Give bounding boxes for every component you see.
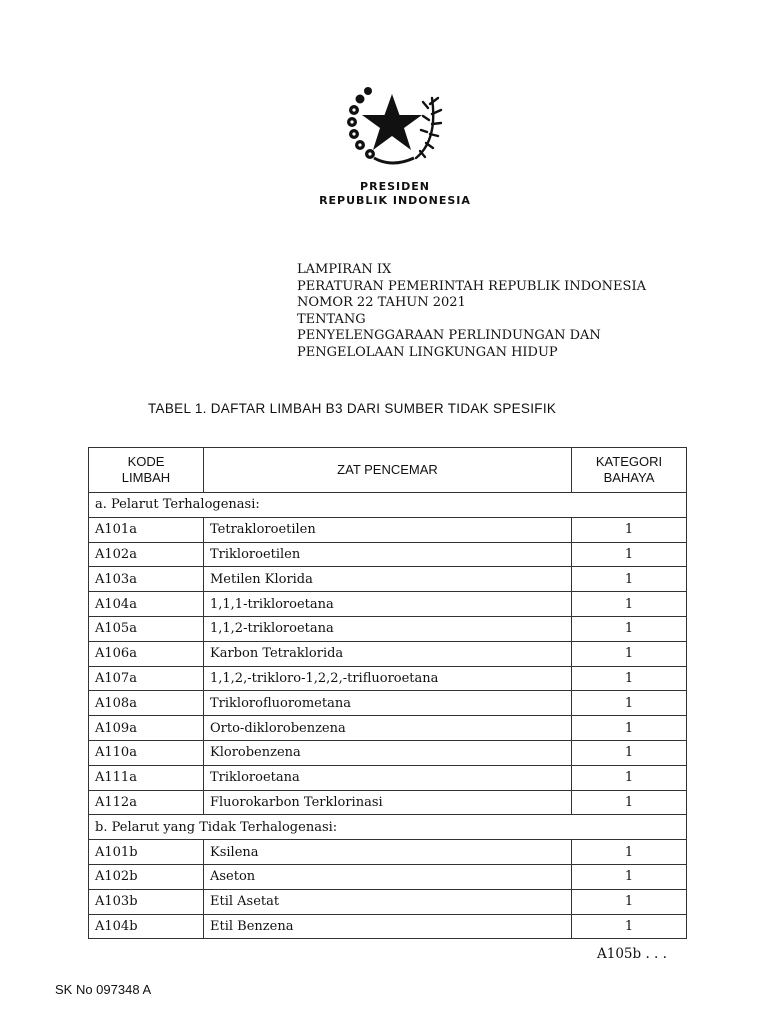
kode-cell: A111a xyxy=(89,765,204,790)
kode-cell: A102b xyxy=(89,864,204,889)
kategori-cell: 1 xyxy=(572,864,687,889)
kode-cell: A106a xyxy=(89,641,204,666)
lampiran-line: PENGELOLAAN LINGKUNGAN HIDUP xyxy=(297,344,558,360)
zat-cell: Orto-diklorobenzena xyxy=(204,716,572,741)
table-row xyxy=(89,691,687,716)
table-row xyxy=(89,567,687,592)
kategori-cell: 1 xyxy=(572,542,687,567)
table-row xyxy=(89,740,687,765)
kode-cell: A102a xyxy=(89,542,204,567)
kode-cell: A104b xyxy=(89,914,204,939)
table-group-row xyxy=(89,815,687,840)
table-row xyxy=(89,889,687,914)
kategori-cell: 1 xyxy=(572,740,687,765)
kategori-cell: 1 xyxy=(572,716,687,741)
kategori-cell: 1 xyxy=(572,914,687,939)
kode-cell: A105a xyxy=(89,616,204,641)
zat-cell: Ksilena xyxy=(204,840,572,865)
lampiran-block xyxy=(297,262,646,361)
table-group-row xyxy=(89,493,687,518)
table-row xyxy=(89,840,687,865)
zat-cell: Tetrakloroetilen xyxy=(204,517,572,542)
next-page-indicator: A105b . . . xyxy=(597,946,667,962)
table-title: TABEL 1. DAFTAR LIMBAH B3 DARI SUMBER TIDAK SPESIFIK xyxy=(148,401,557,416)
group-label: a. Pelarut Terhalogenasi: xyxy=(89,493,687,518)
kode-cell: A112a xyxy=(89,790,204,815)
zat-cell: Etil Benzena xyxy=(204,914,572,939)
zat-cell: Aseton xyxy=(204,864,572,889)
header-kode-limbah xyxy=(89,448,204,493)
lampiran-line: LAMPIRAN IX xyxy=(297,262,392,277)
kode-cell: A107a xyxy=(89,666,204,691)
zat-cell: Triklorofluorometana xyxy=(204,691,572,716)
zat-cell: 1,1,2,-trikloro-1,2,2,-trifluoroetana xyxy=(204,666,572,691)
sk-number: SK No 097348 A xyxy=(55,982,152,997)
zat-cell: Fluorokarbon Terklorinasi xyxy=(204,790,572,815)
kode-cell: A101b xyxy=(89,840,204,865)
kategori-cell: 1 xyxy=(572,765,687,790)
zat-cell: Trikloroetilen xyxy=(204,542,572,567)
kategori-cell: 1 xyxy=(572,840,687,865)
kategori-cell: 1 xyxy=(572,567,687,592)
header-kode-line2: LIMBAH xyxy=(121,470,171,485)
table-header-row xyxy=(89,448,687,493)
garuda-star-wreath-emblem-icon xyxy=(340,78,444,170)
header-zat-pencemar: ZAT PENCEMAR xyxy=(204,448,572,493)
zat-cell: Etil Asetat xyxy=(204,889,572,914)
table-row xyxy=(89,616,687,641)
header-republik-indonesia: REPUBLIK INDONESIA xyxy=(319,194,471,207)
kode-cell: A104a xyxy=(89,592,204,617)
table-row xyxy=(89,542,687,567)
zat-cell: Klorobenzena xyxy=(204,740,572,765)
lampiran-line: TENTANG xyxy=(297,311,366,327)
zat-cell: 1,1,1-trikloroetana xyxy=(204,592,572,617)
table-row xyxy=(89,666,687,691)
lampiran-line: PERATURAN PEMERINTAH REPUBLIK INDONESIA xyxy=(297,278,646,294)
header-kode-line1: KODE xyxy=(127,454,165,469)
table-row xyxy=(89,765,687,790)
zat-cell: Trikloroetana xyxy=(204,765,572,790)
header-kategori-bahaya xyxy=(572,448,687,493)
kategori-cell: 1 xyxy=(572,889,687,914)
table-row xyxy=(89,592,687,617)
table-row xyxy=(89,864,687,889)
kategori-cell: 1 xyxy=(572,691,687,716)
kode-cell: A103b xyxy=(89,889,204,914)
header-kategori-line2: BAHAYA xyxy=(603,470,655,485)
limbah-table xyxy=(88,447,687,939)
header-presiden: PRESIDEN xyxy=(360,180,430,193)
kategori-cell: 1 xyxy=(572,666,687,691)
zat-cell: Metilen Klorida xyxy=(204,567,572,592)
kode-cell: A110a xyxy=(89,740,204,765)
kategori-cell: 1 xyxy=(572,790,687,815)
kode-cell: A108a xyxy=(89,691,204,716)
group-label: b. Pelarut yang Tidak Terhalogenasi: xyxy=(89,815,687,840)
table-row xyxy=(89,790,687,815)
lampiran-line: PENYELENGGARAAN PERLINDUNGAN DAN xyxy=(297,328,601,343)
kode-cell: A101a xyxy=(89,517,204,542)
kategori-cell: 1 xyxy=(572,517,687,542)
kategori-cell: 1 xyxy=(572,616,687,641)
kategori-cell: 1 xyxy=(572,592,687,617)
kode-cell: A109a xyxy=(89,716,204,741)
table-row xyxy=(89,641,687,666)
table-body xyxy=(89,493,687,939)
table-row xyxy=(89,517,687,542)
lampiran-line: NOMOR 22 TAHUN 2021 xyxy=(297,295,466,310)
table-row xyxy=(89,914,687,939)
header-kategori-line1: KATEGORI xyxy=(595,454,663,469)
table-row xyxy=(89,716,687,741)
kategori-cell: 1 xyxy=(572,641,687,666)
zat-cell: Karbon Tetraklorida xyxy=(204,641,572,666)
kode-cell: A103a xyxy=(89,567,204,592)
zat-cell: 1,1,2-trikloroetana xyxy=(204,616,572,641)
